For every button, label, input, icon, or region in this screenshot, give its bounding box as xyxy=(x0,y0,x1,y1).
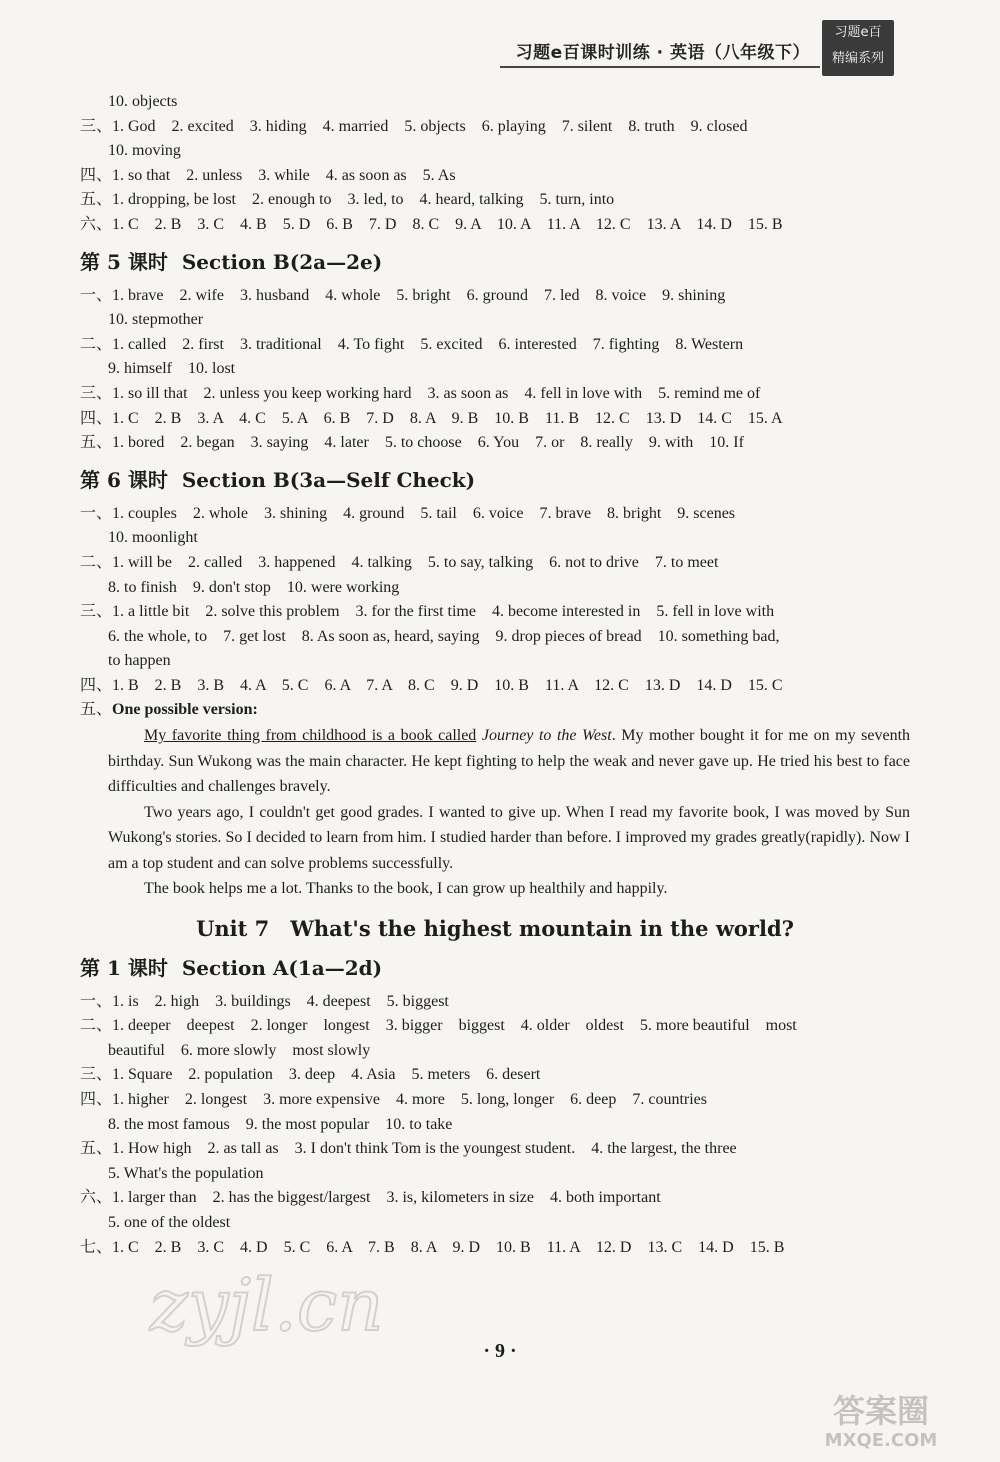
watermark-text: zyjl.cn xyxy=(150,1263,384,1347)
answer-line: 一、1. is 2. high 3. buildings 4. deepest 5. biggest xyxy=(80,992,449,1010)
section-name: Section B(2a—2e) xyxy=(181,249,383,274)
lesson-number: 第 5 课时 xyxy=(80,249,168,274)
lesson-heading xyxy=(80,466,910,494)
answer-line: 10. moonlight xyxy=(108,529,198,547)
answer-line: 6. the whole, to 7. get lost 8. As soon as, heard, saying 9. drop pieces of bread 10. something bad, xyxy=(108,627,780,645)
answer-line: 5. What's the population xyxy=(108,1164,264,1182)
answer-line: 三、1. so ill that 2. unless you keep working hard 3. as soon as 4. fell in love with 5. remind me of xyxy=(80,384,761,402)
unit-title: Unit 7 What's the highest mountain in the world? xyxy=(196,915,794,941)
answer-line: 四、1. C 2. B 3. A 4. C 5. A 6. B 7. D 8. A 9. B 10. B 11. B 12. C 13. D 14. C 15. A xyxy=(80,409,783,427)
answer-line: 一、1. brave 2. wife 3. husband 4. whole 5. bright 6. ground 7. led 8. voice 9. shining xyxy=(80,286,726,304)
answer-line: 五、1. bored 2. began 3. saying 4. later 5. to choose 6. You 7. or 8. really 9. with 10. If xyxy=(80,434,744,452)
answer-line: 10. stepmother xyxy=(108,311,204,329)
lesson-number: 第 6 课时 xyxy=(80,467,168,492)
answer-line: 10. moving xyxy=(108,142,181,160)
lesson-number: 第 1 课时 xyxy=(80,955,168,980)
essay-paragraph: Two years ago, I couldn't get good grades. I wanted to give up. When I read my favorite book, I was moved by Sun Wukong's stories. So I decided to learn from him. I studied harder than before. I improved my grades greatly(rapidly). Now I am a top student and can solve problems successfully. xyxy=(108,803,910,872)
answer-line: to happen xyxy=(108,652,171,670)
badge-line-1: 习题e百 xyxy=(834,25,882,40)
header-title: 习题e百课时训练 · 英语（八年级下） xyxy=(515,43,810,63)
header-rule xyxy=(500,66,820,68)
page-number: · 9 · xyxy=(483,1340,517,1362)
sample-essay xyxy=(80,723,910,902)
section-name: Section B(3a—Self Check) xyxy=(181,467,476,492)
book-title: Journey to the West xyxy=(481,727,612,745)
answer-content xyxy=(80,90,910,1260)
answer-line: 七、1. C 2. B 3. C 4. D 5. C 6. A 7. B 8. A 9. D 10. B 11. A 12. D 13. C 14. D 15. B xyxy=(80,1238,785,1256)
lesson-heading xyxy=(80,954,910,982)
corner-mark-line-2: MXQE.COM xyxy=(824,1430,938,1451)
answer-line: 三、1. God 2. excited 3. hiding 4. married 5. objects 6. playing 7. silent 8. truth 9. closed xyxy=(80,117,748,135)
answer-line: 5. one of the oldest xyxy=(108,1213,231,1231)
corner-watermark-logo xyxy=(786,1388,976,1452)
section-name: Section A(1a—2d) xyxy=(181,955,383,980)
answer-line: 一、1. couples 2. whole 3. shining 4. ground 5. tail 6. voice 7. brave 8. bright 9. scenes xyxy=(80,504,736,522)
page-header xyxy=(500,18,898,78)
answer-line: 9. himself 10. lost xyxy=(108,360,236,378)
essay-text: . My mother bought it for me on my seventh birthday. Sun Wukong was the main character. He kept fighting to help the weak and never gave up. He tried his best to face difficulties and challenges bravely. xyxy=(108,727,911,796)
answer-line: 二、1. deeper deepest 2. longer longest 3. bigger biggest 4. older oldest 5. more beautiful most xyxy=(80,1017,797,1035)
series-badge xyxy=(822,20,894,76)
answer-line: 8. the most famous 9. the most popular 10. to take xyxy=(108,1115,453,1133)
answer-line: 五、1. dropping, be lost 2. enough to 3. led, to 4. heard, talking 5. turn, into xyxy=(80,191,615,209)
answer-line: 8. to finish 9. don't stop 10. were working xyxy=(108,578,400,596)
answer-line: 三、1. Square 2. population 3. deep 4. Asia 5. meters 6. desert xyxy=(80,1066,541,1084)
answer-line: 六、1. C 2. B 3. C 4. B 5. D 6. B 7. D 8. C 9. A 10. A 11. A 12. C 13. A 14. D 15. B xyxy=(80,215,783,233)
essay-topic-sentence: My favorite thing from childhood is a book called xyxy=(144,727,477,745)
answer-line: 五、1. How high 2. as tall as 3. I don't think Tom is the youngest student. 4. the largest, the three xyxy=(80,1140,737,1158)
answer-line: 二、1. called 2. first 3. traditional 4. To fight 5. excited 6. interested 7. fighting 8. Western xyxy=(80,335,744,353)
answer-line: 10. objects xyxy=(108,93,178,110)
answer-line: beautiful 6. more slowly most slowly xyxy=(108,1041,371,1059)
answer-line: 四、1. B 2. B 3. B 4. A 5. C 6. A 7. A 8. C 9. D 10. B 11. A 12. C 13. D 14. D 15. C xyxy=(80,676,783,694)
essay-paragraph: The book helps me a lot. Thanks to the book, I can grow up healthily and happily. xyxy=(144,880,668,898)
essay-paragraph xyxy=(108,723,910,800)
badge-line-2: 精编系列 xyxy=(831,51,884,66)
essay-label xyxy=(80,698,910,723)
essay-label-prefix: 五、 xyxy=(80,701,113,719)
lesson-heading xyxy=(80,248,910,276)
answer-line: 四、1. so that 2. unless 3. while 4. as soon as 5. As xyxy=(80,166,456,184)
answer-line: 四、1. higher 2. longest 3. more expensive 4. more 5. long, longer 6. deep 7. countries xyxy=(80,1090,707,1108)
answer-line: 三、1. a little bit 2. solve this problem 3. for the first time 4. become interested in 5. fell in love with xyxy=(80,603,775,621)
answer-line: 二、1. will be 2. called 3. happened 4. talking 5. to say, talking 6. not to drive 7. to meet xyxy=(80,553,719,571)
essay-label-text: One possible version: xyxy=(112,701,258,719)
corner-mark-line-1: 答案圈 xyxy=(832,1392,930,1430)
answer-line: 六、1. larger than 2. has the biggest/largest 3. is, kilometers in size 4. both important xyxy=(80,1189,661,1207)
